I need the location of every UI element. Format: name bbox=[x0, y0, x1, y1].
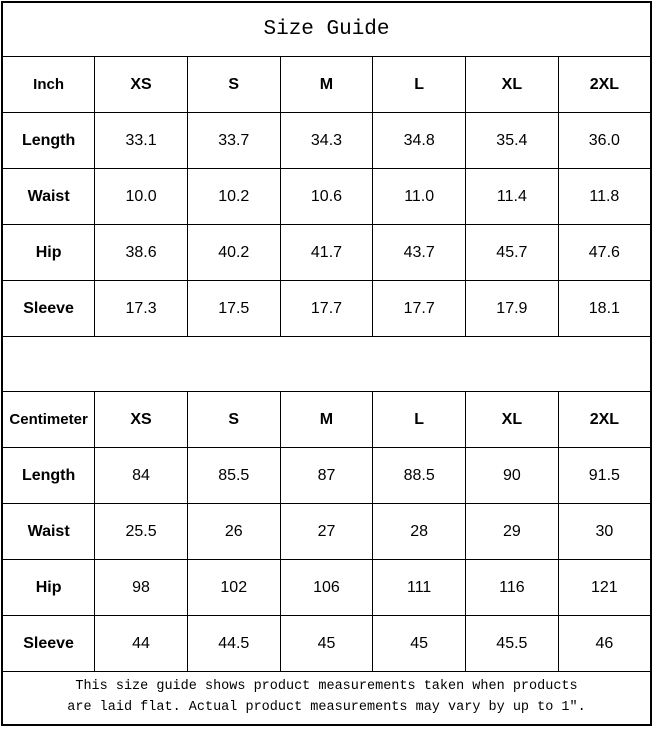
measurement-value: 11.4 bbox=[466, 169, 559, 225]
measurement-value: 29 bbox=[466, 504, 559, 560]
measurement-value: 10.6 bbox=[280, 169, 373, 225]
cm-length-label: Length bbox=[2, 448, 95, 504]
measurement-value: 43.7 bbox=[373, 225, 466, 281]
measurement-value: 38.6 bbox=[95, 225, 188, 281]
measurement-value: 27 bbox=[280, 504, 373, 560]
cm-size-l: L bbox=[373, 392, 466, 448]
measurement-value: 17.7 bbox=[280, 281, 373, 337]
measurement-value: 102 bbox=[187, 560, 280, 616]
footer-note-line2: are laid flat. Actual product measurements may vary by up to 1″. bbox=[67, 700, 586, 715]
measurement-value: 85.5 bbox=[187, 448, 280, 504]
measurement-value: 17.9 bbox=[466, 281, 559, 337]
centimeter-header-row bbox=[2, 392, 651, 448]
table-row bbox=[2, 225, 651, 281]
measurement-value: 10.0 bbox=[95, 169, 188, 225]
measurement-value: 33.1 bbox=[95, 113, 188, 169]
cm-sleeve-label: Sleeve bbox=[2, 616, 95, 672]
inch-size-xs: XS bbox=[95, 57, 188, 113]
table-row bbox=[2, 448, 651, 504]
cm-size-2xl: 2XL bbox=[558, 392, 651, 448]
table-row bbox=[2, 281, 651, 337]
cm-hip-label: Hip bbox=[2, 560, 95, 616]
measurement-value: 30 bbox=[558, 504, 651, 560]
measurement-value: 90 bbox=[466, 448, 559, 504]
measurement-value: 84 bbox=[95, 448, 188, 504]
measurement-value: 45.5 bbox=[466, 616, 559, 672]
centimeter-unit-header: Centimeter bbox=[2, 392, 95, 448]
measurement-value: 10.2 bbox=[187, 169, 280, 225]
measurement-value: 26 bbox=[187, 504, 280, 560]
measurement-value: 28 bbox=[373, 504, 466, 560]
measurement-value: 46 bbox=[558, 616, 651, 672]
table-spacer bbox=[2, 337, 651, 392]
inch-size-m: M bbox=[280, 57, 373, 113]
page-title: Size Guide bbox=[2, 2, 651, 57]
inch-header-row bbox=[2, 57, 651, 113]
inch-hip-label: Hip bbox=[2, 225, 95, 281]
table-row bbox=[2, 113, 651, 169]
measurement-value: 34.3 bbox=[280, 113, 373, 169]
measurement-value: 47.6 bbox=[558, 225, 651, 281]
measurement-value: 88.5 bbox=[373, 448, 466, 504]
measurement-value: 11.0 bbox=[373, 169, 466, 225]
table-row bbox=[2, 169, 651, 225]
inch-length-label: Length bbox=[2, 113, 95, 169]
cm-size-xs: XS bbox=[95, 392, 188, 448]
measurement-value: 44.5 bbox=[187, 616, 280, 672]
measurement-value: 41.7 bbox=[280, 225, 373, 281]
measurement-value: 98 bbox=[95, 560, 188, 616]
table-row bbox=[2, 504, 651, 560]
table-row bbox=[2, 616, 651, 672]
measurement-value: 45 bbox=[373, 616, 466, 672]
cm-size-xl: XL bbox=[466, 392, 559, 448]
measurement-value: 17.7 bbox=[373, 281, 466, 337]
measurement-value: 11.8 bbox=[558, 169, 651, 225]
measurement-value: 106 bbox=[280, 560, 373, 616]
measurement-value: 45 bbox=[280, 616, 373, 672]
measurement-value: 35.4 bbox=[466, 113, 559, 169]
measurement-value: 45.7 bbox=[466, 225, 559, 281]
measurement-value: 17.5 bbox=[187, 281, 280, 337]
cm-size-s: S bbox=[187, 392, 280, 448]
footer-note-line1: This size guide shows product measurements taken when products bbox=[75, 679, 578, 695]
measurement-value: 111 bbox=[373, 560, 466, 616]
measurement-value: 17.3 bbox=[95, 281, 188, 337]
measurement-value: 34.8 bbox=[373, 113, 466, 169]
measurement-value: 91.5 bbox=[558, 448, 651, 504]
measurement-value: 121 bbox=[558, 560, 651, 616]
measurement-value: 18.1 bbox=[558, 281, 651, 337]
measurement-value: 36.0 bbox=[558, 113, 651, 169]
inch-size-l: L bbox=[373, 57, 466, 113]
inch-unit-header: Inch bbox=[2, 57, 95, 113]
inch-size-2xl: 2XL bbox=[558, 57, 651, 113]
measurement-value: 44 bbox=[95, 616, 188, 672]
cm-size-m: M bbox=[280, 392, 373, 448]
table-row bbox=[2, 560, 651, 616]
inch-sleeve-label: Sleeve bbox=[2, 281, 95, 337]
size-guide-table bbox=[1, 1, 652, 726]
cm-waist-label: Waist bbox=[2, 504, 95, 560]
inch-size-s: S bbox=[187, 57, 280, 113]
inch-size-xl: XL bbox=[466, 57, 559, 113]
measurement-value: 33.7 bbox=[187, 113, 280, 169]
measurement-value: 40.2 bbox=[187, 225, 280, 281]
measurement-value: 116 bbox=[466, 560, 559, 616]
inch-waist-label: Waist bbox=[2, 169, 95, 225]
measurement-value: 87 bbox=[280, 448, 373, 504]
footer-note bbox=[2, 672, 651, 726]
measurement-value: 25.5 bbox=[95, 504, 188, 560]
